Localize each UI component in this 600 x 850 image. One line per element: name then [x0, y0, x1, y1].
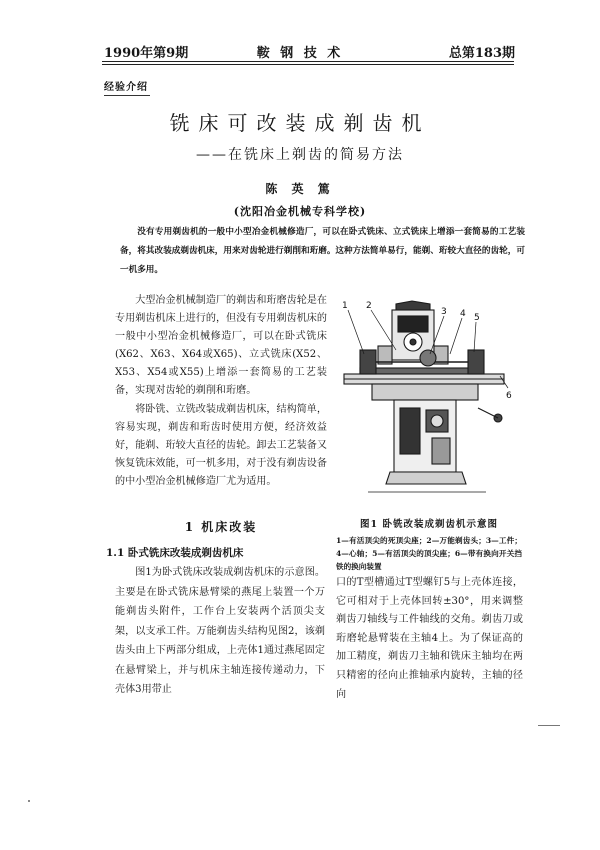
section-heading-1-1: 1.1 卧式铣床改装成剃齿机床: [106, 547, 244, 559]
paragraph-benefits: 将卧铣、立铣改装成剃齿机床，结构简单，容易实现，剃齿和珩齿时使用方便，经济效益好，能剃、珩较大直径的齿轮。卸去工艺装备又恢复铣床效能，可一机多用，对于没有剃齿设备的中小型冶金机械修造厂尤为适用。: [115, 403, 327, 487]
journal-name: 鞍 钢 技 术: [256, 46, 344, 61]
callout-6: 6: [506, 391, 512, 401]
header-rule-thin: [102, 64, 514, 65]
section-heading-1: 1 机床改装: [184, 520, 258, 534]
author-affiliation: (沈阳冶金机械专科学校): [233, 205, 367, 218]
callout-4: 4: [460, 309, 466, 319]
total-issue-label: 总第183期: [448, 46, 515, 61]
paragraph-intro: 大型冶金机械制造厂的剃齿和珩磨齿轮是在专用剃齿机床上进行的，但没有专用剃齿机床的一般中小型冶金机械修造厂，可以在卧式铣床(X62、X63、X64或X65)、立式铣床(X52、X53、X54或X55)上增添一套简易的工艺装备，实现对齿轮的剃削和珩磨。: [115, 295, 327, 397]
left-column: [115, 292, 327, 491]
callout-2: 2: [366, 301, 372, 311]
figure-caption: 1—有活顶尖的死顶尖座；2—万能剃齿头；3—工件；4—心轴；5—有活顶尖的顶尖座；6—带有换向开关挡铁的换向装置: [336, 536, 522, 572]
issue-label: 1990年第9期: [104, 46, 189, 61]
paragraph-horizontal-mill: 图1为卧式铣床改装成剃齿机床的示意图。主要是在卧式铣床悬臂梁的燕尾上装置一个万能剃齿头附件，工作台上安装两个活顶尖支架，以支承工件。万能剃齿头结构见图2，该剃齿头由上下两部分组成，上壳体1通过燕尾固定在悬臂梁上，并与机床主轴连接传递动力，下壳体3用带止: [115, 567, 325, 695]
header-rule: [102, 61, 514, 62]
motor-top: [396, 301, 430, 310]
section-tag: 经验介绍: [104, 78, 150, 96]
leader-4: [450, 318, 462, 354]
leader-1: [348, 310, 364, 354]
article-subtitle: ——在铣床上剃齿的简易方法: [196, 147, 404, 163]
callout-1: 1: [342, 301, 348, 311]
scan-artifact-line: [538, 725, 560, 726]
machine-base: [386, 472, 466, 484]
paragraph-right-column: 口的T型槽通过T型螺钉5与上壳体连接，它可相对于上壳体回转±30°，用来调整剃齿刀轴线与工件轴线的交角。剃齿刀或珩磨轮悬臂装在主轴4上。为了保证高的加工精度，剃齿刀主轴和铣床主轴均在两只精密的径向止推轴承内旋转，主轴的径向: [336, 577, 523, 700]
figure-title: 图1 卧铣改装成剃齿机示意图: [360, 519, 498, 530]
article-title: 铣床可改装成剃齿机: [169, 111, 431, 135]
callout-3: 3: [441, 307, 447, 317]
saddle: [372, 384, 478, 400]
milling-machine-figure: [338, 298, 516, 510]
leader-5: [474, 322, 476, 352]
author-name: 陈 英 篤: [265, 182, 335, 196]
callout-5: 5: [474, 313, 480, 323]
scan-artifact-dot: [28, 800, 30, 802]
abstract: 没有专用剃齿机的一般中小型冶金机械修造厂，可以在卧式铣床、立式铣床上增添一套简易的工艺装备，将其改装成剃齿机床，用来对齿轮进行剃削和珩磨。这种方法简单易行，能剃、珩较大直径的齿轮，可一机多用。: [120, 227, 525, 275]
